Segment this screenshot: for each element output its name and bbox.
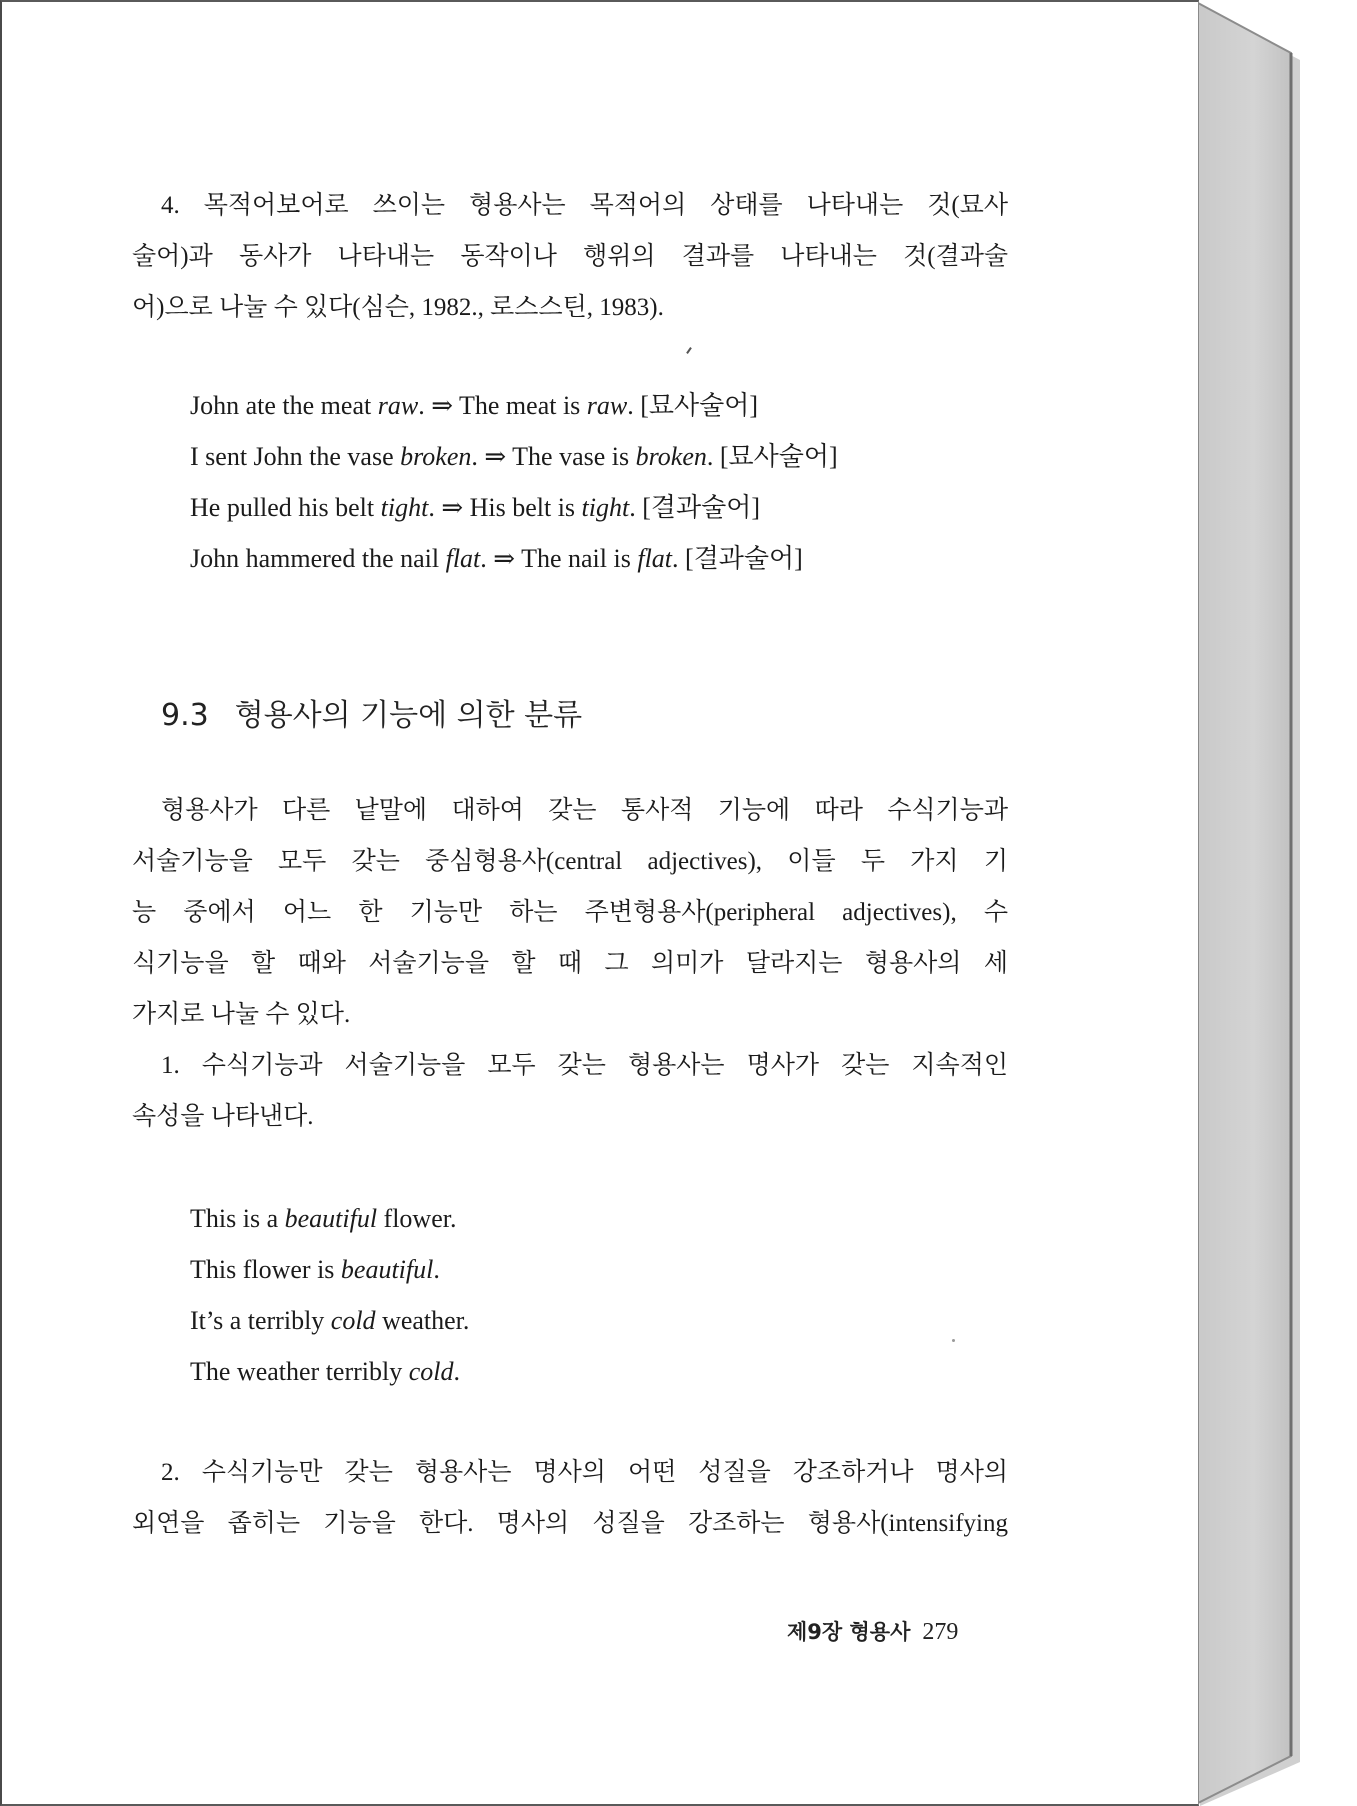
example-text: He pulled his belt <box>190 493 381 522</box>
example-emphasis: tight <box>380 493 429 522</box>
example-line <box>190 1244 469 1295</box>
example-emphasis: beautiful <box>284 1204 378 1233</box>
example-text: John ate the meat <box>190 391 378 420</box>
example-text: weather. <box>375 1306 470 1335</box>
example-sentences-predicates <box>190 380 838 584</box>
example-text: . ⇒ The meat is <box>418 391 587 420</box>
book-edge-shadow <box>1200 8 1300 1806</box>
text-line: 외연을 좁히는 기능을 한다. 명사의 성질을 강조하는 형용사(intensifying <box>132 1510 1008 1537</box>
example-text: The weather terribly <box>190 1357 409 1386</box>
example-line <box>190 1346 469 1397</box>
example-label: . [묘사술어] <box>706 442 838 471</box>
example-text: I sent John the vase <box>190 442 401 471</box>
example-text: John hammered the nail <box>190 544 446 573</box>
example-label: . [결과술어] <box>672 544 803 573</box>
paragraph-item-1 <box>132 1040 1008 1142</box>
example-text: . <box>453 1357 460 1386</box>
example-emphasis: broken <box>400 442 472 471</box>
text-line: 형용사가 다른 낱말에 대하여 갖는 통사적 기능에 따라 수식기능과 <box>161 797 1008 824</box>
paragraph-object-complement <box>132 180 1008 333</box>
text-line: 어)으로 나눌 수 있다(심슨, 1982., 로스스틴, 1983). <box>132 294 664 321</box>
paragraph-item-2 <box>132 1447 1008 1549</box>
scan-mark <box>952 1339 955 1342</box>
example-line <box>190 1193 469 1244</box>
text-line: 1. 수식기능과 서술기능을 모두 갖는 형용사는 명사가 갖는 지속적인 <box>161 1052 1008 1079</box>
book-edge-face <box>1198 3 1291 1803</box>
section-title: 형용사의 기능에 의한 분류 <box>234 698 583 733</box>
example-emphasis: broken <box>635 442 707 471</box>
example-emphasis: cold <box>408 1357 454 1386</box>
example-text: This flower is <box>190 1255 341 1284</box>
example-emphasis: cold <box>330 1306 376 1335</box>
example-emphasis: raw <box>377 391 419 420</box>
example-text: . ⇒ The nail is <box>480 544 638 573</box>
example-text: flower. <box>377 1204 457 1233</box>
example-emphasis: flat <box>637 544 673 573</box>
page-number: 279 <box>922 1619 959 1645</box>
text-line: 4. 목적어보어로 쓰이는 형용사는 목적어의 상태를 나타내는 것(묘사 <box>161 192 1008 219</box>
example-line <box>190 380 838 431</box>
example-emphasis: tight <box>581 493 630 522</box>
example-line <box>190 533 838 584</box>
text-line: 2. 수식기능만 갖는 형용사는 명사의 어떤 성질을 강조하거나 명사의 <box>161 1459 1008 1486</box>
text-line: 식기능을 할 때와 서술기능을 할 때 그 의미가 달라지는 형용사의 세 <box>132 950 1008 977</box>
example-emphasis: flat <box>445 544 481 573</box>
scan-mark <box>686 347 692 354</box>
text-line: 능 중에서 어느 한 기능만 하는 주변형용사(peripheral adjectives), 수 <box>132 899 1008 926</box>
example-text: . ⇒ His belt is <box>428 493 582 522</box>
running-footer <box>787 1617 958 1647</box>
section-heading <box>161 691 582 741</box>
example-text: . ⇒ The vase is <box>471 442 636 471</box>
text-line: 속성을 나타낸다. <box>132 1103 314 1130</box>
example-text: This is a <box>190 1204 285 1233</box>
example-label: . [결과술어] <box>629 493 760 522</box>
example-label: . [묘사술어] <box>627 391 759 420</box>
example-text: It’s a terribly <box>190 1306 331 1335</box>
example-line <box>190 1295 469 1346</box>
example-emphasis: beautiful <box>340 1255 434 1284</box>
example-sentences-attributive <box>190 1193 469 1397</box>
example-emphasis: raw <box>586 391 628 420</box>
footer-chapter: 제9장 형용사 <box>787 1620 911 1644</box>
example-text: . <box>433 1255 440 1284</box>
example-line <box>190 431 838 482</box>
text-line: 서술기능을 모두 갖는 중심형용사(central adjectives), 이들 두 가지 기 <box>132 848 1008 875</box>
paragraph-intro <box>132 785 1008 1040</box>
text-line: 술어)과 동사가 나타내는 동작이나 행위의 결과를 나타내는 것(결과술 <box>132 243 1008 270</box>
section-number: 9.3 <box>161 698 209 733</box>
text-line: 가지로 나눌 수 있다. <box>132 1001 351 1028</box>
example-line <box>190 482 838 533</box>
